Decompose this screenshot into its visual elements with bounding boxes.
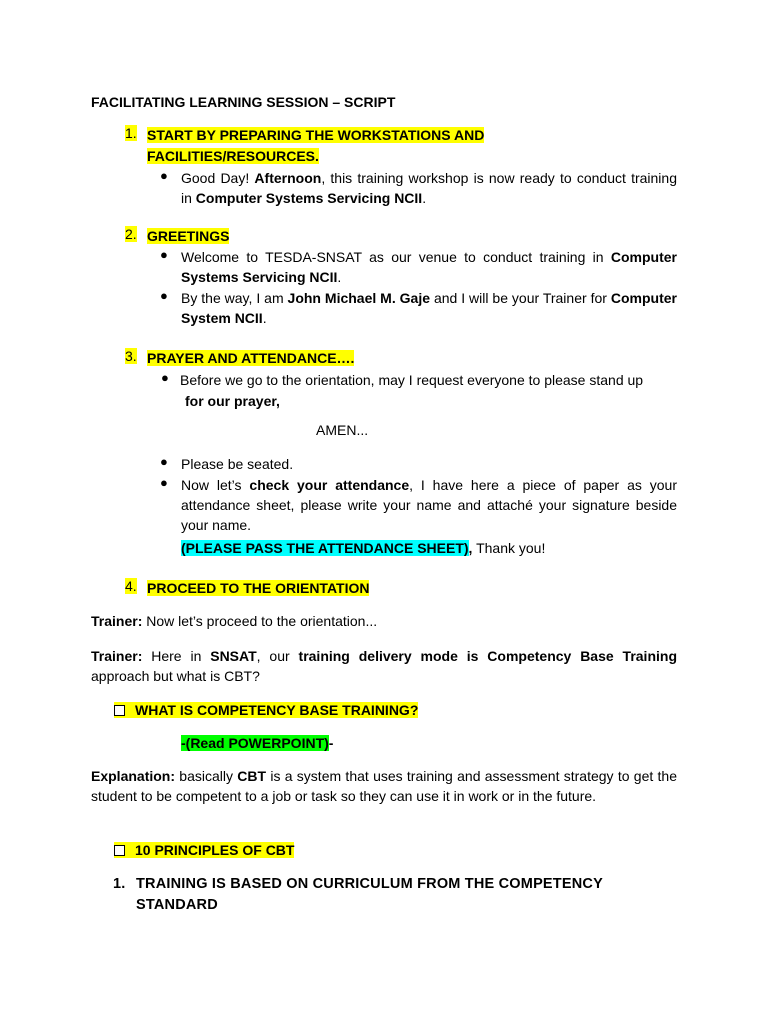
read-powerpoint-line: -(Read POWERPOINT)-	[181, 735, 334, 751]
bullet-icon: ●	[160, 454, 168, 469]
cbt-heading: WHAT IS COMPETENCY BASE TRAINING?	[114, 700, 418, 720]
section4-heading: PROCEED TO THE ORIENTATION	[147, 580, 370, 596]
bullet-icon: ●	[160, 475, 168, 490]
section1-heading-cont: FACILITIES/RESOURCES.	[147, 148, 319, 164]
section3-heading: PRAYER AND ATTENDANCE….	[147, 350, 355, 366]
section2-heading: GREETINGS	[147, 228, 230, 244]
section2-bullet2: By the way, I am John Michael M. Gaje and I will be your Trainer for Computer System NCII.	[181, 290, 677, 326]
section2-number: 2.	[125, 226, 137, 242]
bullet-icon: ●	[160, 168, 168, 183]
document-title: FACILITATING LEARNING SESSION – SCRIPT	[91, 94, 396, 110]
section3-bullet2: Please be seated.	[181, 456, 294, 472]
principle1-text: TRAINING IS BASED ON CURRICULUM FROM THE COMPETENCY	[136, 876, 603, 892]
principle1-text-cont: STANDARD	[136, 897, 218, 913]
section2-bullet1: Welcome to TESDA-SNSAT as our venue to conduct training in Computer Systems Servicing NCII.	[181, 249, 677, 285]
bullet-icon: ●	[160, 288, 168, 303]
section3-bullet1: Before we go to the orientation, may I request everyone to please stand up	[180, 372, 644, 388]
section1-number: 1.	[125, 125, 137, 141]
section3-number: 3.	[125, 348, 137, 364]
section1-heading: START BY PREPARING THE WORKSTATIONS AND	[147, 127, 485, 143]
amen-text: AMEN...	[316, 422, 369, 438]
checkbox-square-icon	[114, 845, 125, 856]
trainer-line-1: Trainer: Now let’s proceed to the orientation...	[91, 613, 378, 629]
section3-bullet3: Now let’s check your attendance, I have here a piece of paper as your attendance sheet, please write your name and attaché your signature beside your name.	[181, 477, 677, 533]
bullet-icon: ●	[161, 370, 169, 385]
bullet-icon: ●	[160, 247, 168, 262]
principle1-number: 1.	[113, 876, 126, 892]
section3-bullet1-cont: for our prayer,	[185, 393, 280, 409]
section4-number: 4.	[125, 578, 137, 594]
checkbox-square-icon	[114, 705, 125, 716]
principles-heading: 10 PRINCIPLES OF CBT	[114, 840, 294, 860]
explanation-paragraph: Explanation: basically CBT is a system that uses training and assessment strategy to get the student to be competent to a job or task so they can use it in work or in the future.	[91, 768, 677, 804]
trainer-line-2: Trainer: Here in SNSAT, our training delivery mode is Competency Base Training approach but what is CBT?	[91, 648, 677, 684]
section1-bullet1: Good Day! Afternoon, this training workshop is now ready to conduct training in Computer Systems Servicing NCII.	[181, 170, 677, 206]
pass-attendance-line: (PLEASE PASS THE ATTENDANCE SHEET), Thank you!	[181, 540, 546, 556]
